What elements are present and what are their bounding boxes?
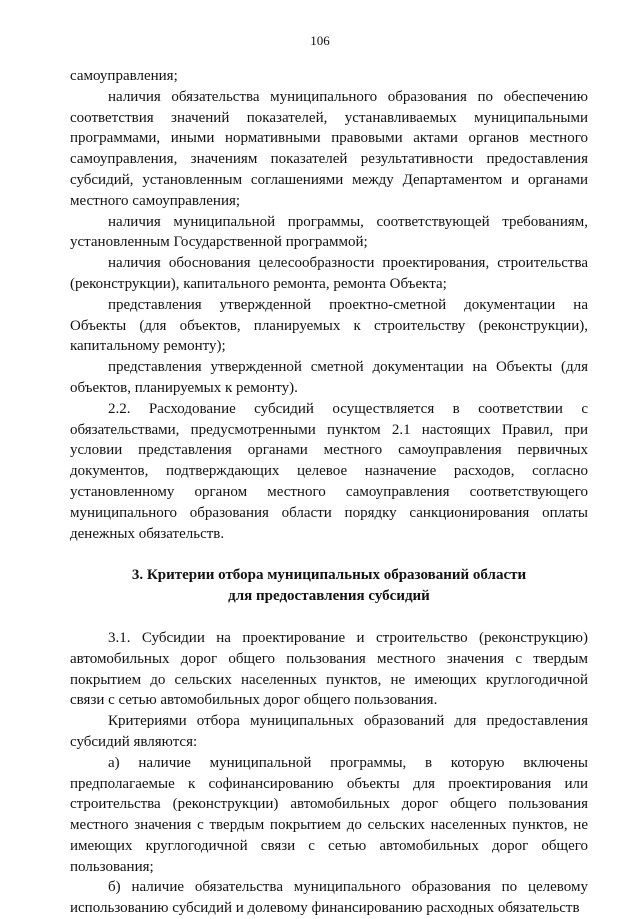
section-3-heading-line-1: 3. Критерии отбора муниципальных образований области <box>131 567 527 584</box>
page-number: 106 <box>310 33 330 48</box>
paragraph-design-estimate: представления утвержденной проектно-сметной документации на Объекты (для объектов, планируемых к строительству (реконструкции), капитальному ремонту); <box>70 296 588 355</box>
paragraph-municipal-program: наличия муниципальной программы, соответствующей требованиям, установленным Государственной программой; <box>70 213 588 251</box>
paragraph-3-1: 3.1. Субсидии на проектирование и строительство (реконструкцию) автомобильных дорог общего пользования местного значения с твердым покрытием до сельских населенных пунктов, не имеющих круглогодичной связи с сетью автомобильных дорог общего пользования. <box>70 629 588 709</box>
body-text <box>70 66 588 919</box>
section-3-heading-line-2: для предоставления субсидий <box>228 588 430 605</box>
paragraph-continuation: самоуправления; <box>70 68 178 84</box>
section-3-heading <box>70 565 588 607</box>
paragraph-estimate: представления утвержденной сметной документации на Объекты (для объектов, планируемых к ремонту). <box>70 359 588 396</box>
paragraph-criterion-a: а) наличие муниципальной программы, в которую включены предполагаемые к софинансированию объекты для проектирования или строительства (реконструкции) автомобильных дорог общего пользования местного значения с твердым покрытием до сельских населенных пунктов, не имеющих круглогодичной связи с сетью автомобильных дорог общего пользования; <box>70 754 588 875</box>
paragraph-criterion-b: б) наличие обязательства муниципального образования по целевому использованию субсидий и долевому финансированию расходных обязательств <box>70 879 588 917</box>
paragraph-2-2: 2.2. Расходование субсидий осуществляется в соответствии с обязательствами, предусмотренными пунктом 2.1 настоящих Правил, при условии представления органами местного самоуправления первичных документов, подтверждающих целевое назначение расходов, согласно установленному органом местного самоуправления соответствующего муниципального образования области порядку санкционирования оплаты денежных обязательств. <box>70 400 588 542</box>
paragraph-criteria-intro: Критериями отбора муниципальных образований для предоставления субсидий являются: <box>70 713 588 750</box>
paragraph-feasibility: наличия обоснования целесообразности проектирования, строительства (реконструкции), капитального ремонта, ремонта Объекта; <box>70 255 588 292</box>
paragraph-obligation-indicators: наличия обязательства муниципального образования по обеспечению соответствия значений показателей, устанавливаемых муниципальными программами, иными нормативными правовыми актами органов местного самоуправления, значениям показателей результативности предоставления субсидий, установленным соглашениями между Департаментом и органами местного самоуправления; <box>70 88 588 209</box>
